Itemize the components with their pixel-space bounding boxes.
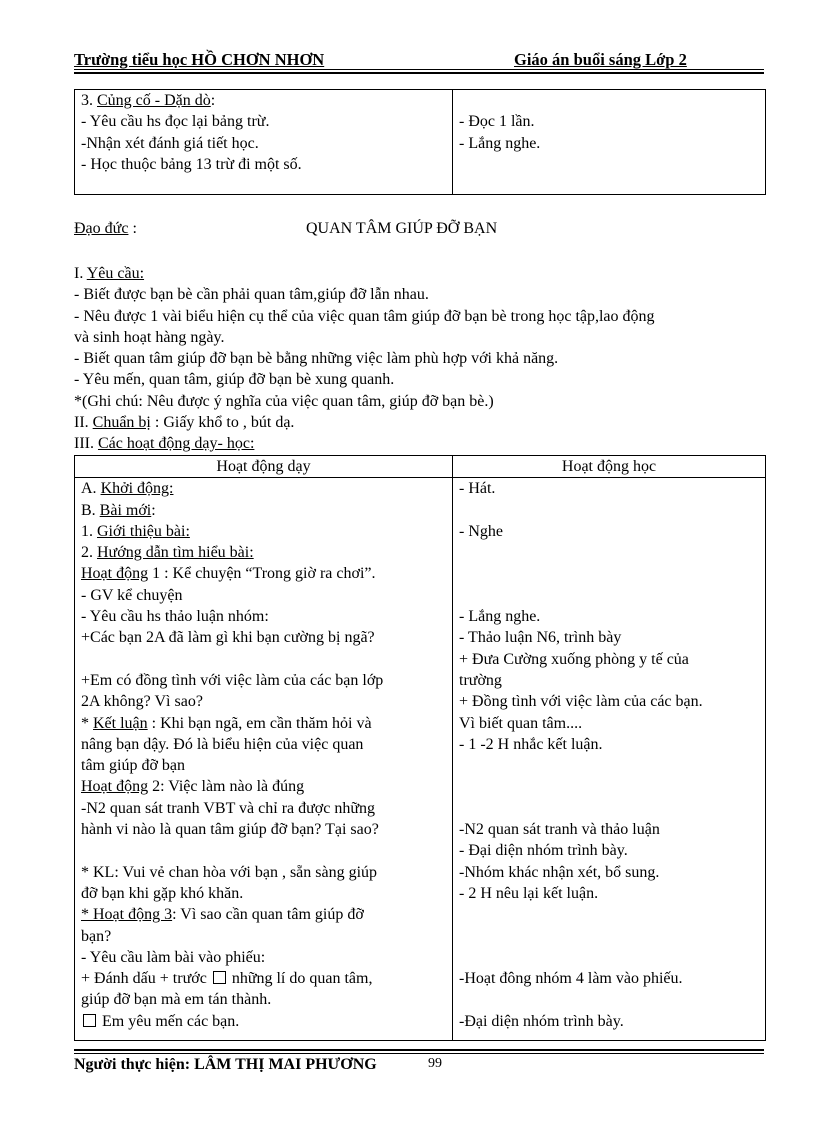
line-text: 1. [81, 522, 97, 540]
checkbox-icon[interactable] [83, 1014, 96, 1027]
teacher-line [81, 90, 446, 111]
student-line: - 1 -2 H nhắc kết luận. [459, 735, 603, 753]
teacher-line [81, 776, 446, 797]
top-table-right-cell [453, 90, 766, 195]
teacher-line [81, 755, 446, 776]
top-table [74, 89, 766, 195]
student-line: - Đại diện nhóm trình bày. [459, 842, 628, 860]
subject-name: Đạo đức [74, 220, 129, 237]
teacher-line [81, 606, 446, 627]
line-text: -N2 quan sát tranh VBT và chỉ ra được những [81, 799, 376, 817]
line-underlined: Hoạt động [81, 778, 149, 796]
line-underlined: Khởi động: [100, 480, 174, 498]
teacher-line [81, 691, 446, 712]
header-rule [74, 69, 764, 70]
line-text: 3. [81, 92, 97, 109]
activities-line [74, 433, 655, 454]
prep-prefix: II. [74, 414, 93, 432]
student-activities-cell [453, 478, 766, 1041]
line-text: 1 : Kể chuyện “Trong giờ ra chơi”. [148, 565, 376, 583]
requirement-item: - Biết quan tâm giúp đỡ bạn bè bằng những việc làm phù hợp với khả năng. [74, 350, 559, 368]
lesson-plan-title: Giáo án buổi sáng Lớp 2 [514, 50, 687, 69]
line-text: những lí do quan tâm, [227, 970, 373, 988]
line-underlined: Giới thiệu bài: [97, 522, 190, 540]
teacher-line [81, 521, 446, 542]
student-line: -N2 quan sát tranh và thảo luận [459, 821, 660, 839]
line-text: +Các bạn 2A đã làm gì khi bạn cường bị ngã? [81, 629, 375, 647]
footer-rule-thick [74, 1049, 764, 1051]
col-header-teacher: Hoạt động dạy [75, 456, 453, 478]
line-text: tâm giúp đỡ bạn [81, 757, 185, 775]
footer-rule [74, 1053, 764, 1054]
top-table-left-cell [75, 90, 453, 195]
teacher-line [81, 649, 446, 670]
teacher-line [81, 133, 446, 154]
student-line: - Lắng nghe. [459, 608, 541, 626]
teacher-line [81, 563, 446, 584]
prep-line [74, 412, 655, 433]
line-text: - Yêu cầu hs đọc lại bảng trừ. [81, 113, 270, 131]
line-text: - Học thuộc bảng 13 trừ đi một số. [81, 155, 302, 173]
student-line [459, 500, 759, 521]
teacher-line [81, 154, 446, 175]
student-line [459, 90, 759, 111]
teacher-line [81, 734, 446, 755]
line-text: + Đánh dấu + trước [81, 970, 211, 988]
checkbox-icon[interactable] [213, 971, 226, 984]
line-text: : [151, 501, 156, 519]
line-text: 2A không? Vì sao? [81, 693, 203, 711]
student-line [459, 926, 759, 947]
line-text: bạn? [81, 927, 112, 945]
activities-table [74, 455, 766, 1041]
student-line [459, 542, 759, 563]
student-line [459, 585, 759, 606]
line-text: : Vì sao cần quan tâm giúp đỡ [172, 906, 364, 924]
student-line: - Hát. [459, 480, 496, 498]
line-text: A. [81, 480, 101, 498]
student-line [459, 904, 759, 925]
line-text: hành vi nào là quan tâm giúp đỡ bạn? Tại sao? [81, 821, 379, 839]
line-underlined: * Hoạt động 3 [81, 906, 173, 924]
requirement-item: và sinh hoạt hàng ngày. [74, 328, 225, 346]
line-text: nâng bạn dậy. Đó là biểu hiện của việc quan [81, 735, 364, 753]
teacher-line [81, 478, 446, 499]
student-line [459, 989, 759, 1010]
teacher-line [81, 627, 446, 648]
teacher-line [81, 542, 446, 563]
student-line: + Đồng tình với việc làm của các bạn. [459, 693, 703, 711]
requirements-heading [74, 263, 655, 284]
line-text: -Nhận xét đánh giá tiết học. [81, 134, 259, 152]
teacher-line [81, 819, 446, 840]
lesson-title: QUAN TÂM GIÚP ĐỠ BẠN [306, 220, 498, 237]
teacher-line [81, 883, 446, 904]
line-underlined: Hướng dẫn tìm hiểu bài: [97, 544, 254, 562]
teacher-line [81, 500, 446, 521]
requirement-item: - Nêu được 1 vài biểu hiện cụ thể của việc quan tâm giúp đỡ bạn bè trong học tập,lao động [74, 307, 655, 325]
prep-label: Chuẩn bị [92, 414, 151, 432]
student-line: - Đọc 1 lần. [459, 113, 535, 131]
teacher-line [81, 585, 446, 606]
subject-label [74, 220, 137, 238]
line-text: B. [81, 501, 100, 519]
teacher-line [81, 862, 446, 883]
teacher-line [81, 989, 446, 1010]
line-text: * KL: Vui vẻ chan hòa với bạn , sẵn sàng giúp [81, 863, 378, 881]
student-line [459, 755, 759, 776]
student-line: - Lắng nghe. [459, 134, 541, 152]
student-line [459, 563, 759, 584]
header-rule-thick [74, 72, 764, 74]
prep-text: : Giấy khổ to , bút dạ. [150, 414, 295, 432]
teacher-line [81, 904, 446, 925]
student-line [459, 798, 759, 819]
activities-prefix: III. [74, 435, 98, 453]
student-line: - Thảo luận N6, trình bày [459, 629, 622, 647]
student-line [459, 154, 759, 175]
teacher-line [81, 111, 446, 132]
student-line: -Hoạt đông nhóm 4 làm vào phiếu. [459, 970, 683, 988]
footer-author: Người thực hiện: LÂM THỊ MAI PHƯƠNG [74, 1056, 377, 1073]
line-text: giúp đỡ bạn mà em tán thành. [81, 991, 272, 1009]
col-header-student: Hoạt động học [453, 456, 766, 478]
line-underlined: Bài mới [99, 501, 152, 519]
requirements-heading-label: Yêu cầu: [86, 265, 145, 282]
teacher-line [81, 798, 446, 819]
student-line [459, 776, 759, 797]
line-text: 2. [81, 544, 97, 562]
teacher-line [81, 968, 446, 989]
teacher-line [81, 840, 446, 861]
line-text: 2: Việc làm nào là đúng [148, 778, 305, 796]
school-name: Trường tiểu học HỒ CHƠN NHƠN [74, 50, 325, 69]
activities-label: Các hoạt động dạy- học: [97, 435, 255, 453]
requirement-item: - Yêu mến, quan tâm, giúp đỡ bạn bè xung quanh. [74, 371, 395, 389]
teacher-line [81, 1011, 446, 1032]
line-text: - GV kể chuyện [81, 586, 183, 604]
teacher-activities-cell [75, 478, 453, 1041]
requirement-item: - Biết được bạn bè cần phải quan tâm,giúp đỡ lẫn nhau. [74, 286, 429, 304]
line-text: - Yêu cầu hs thảo luận nhóm: [81, 608, 269, 626]
requirements-heading-prefix: I. [74, 265, 87, 282]
student-line: -Nhóm khác nhận xét, bổ sung. [459, 863, 660, 881]
student-line: + Đưa Cường xuống phòng y tế của [459, 650, 689, 668]
teacher-line [81, 947, 446, 968]
line-text: - Yêu cầu làm bài vào phiếu: [81, 948, 266, 966]
page-number: 99 [428, 1056, 442, 1071]
student-line [459, 947, 759, 968]
line-text: đỡ bạn khi gặp khó khăn. [81, 884, 244, 902]
teacher-line [81, 926, 446, 947]
student-line: - 2 H nêu lại kết luận. [459, 884, 599, 902]
line-text: +Em có đồng tình với việc làm của các bạn lớp [81, 671, 384, 689]
teacher-line [81, 713, 446, 734]
line-text: Em yêu mến các bạn. [98, 1012, 240, 1030]
line-text: : [210, 92, 216, 109]
student-line: trường [459, 671, 502, 689]
student-line: -Đại diện nhóm trình bày. [459, 1012, 624, 1030]
line-underlined: Kết luận [93, 714, 148, 732]
student-line: - Nghe [459, 522, 503, 540]
teacher-line [81, 670, 446, 691]
line-text: * [81, 714, 93, 732]
requirements-section [74, 263, 655, 455]
requirement-item: *(Ghi chú: Nêu được ý nghĩa của việc quan tâm, giúp đỡ bạn bè.) [74, 392, 494, 410]
subject-suffix: : [128, 220, 137, 237]
line-underlined: Củng cố - Dặn dò [97, 92, 211, 109]
line-underlined: Hoạt động [81, 565, 149, 583]
line-text: : Khi bạn ngã, em cần thăm hỏi và [147, 714, 372, 732]
student-line: Vì biết quan tâm.... [459, 714, 583, 732]
